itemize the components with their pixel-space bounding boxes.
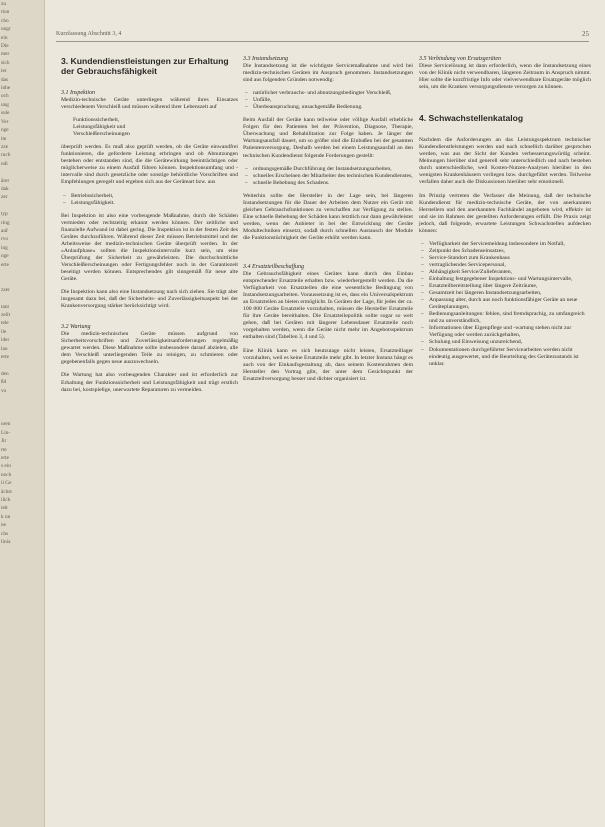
margin-fragment: nge [1,253,9,260]
header-rule [56,41,589,42]
margin-fragment: vo [1,387,7,394]
margin-fragment: den [1,370,9,377]
margin-fragment: erte [1,454,9,461]
margin-fragment: rte [1,446,7,453]
paragraph: Medizin-technische Geräte unterliegen während ihres Einsatzes verschiedenem Verschleiß und müssen während ihrer Lebenszeit auf [61,97,238,111]
margin-fragment: ungr [1,26,11,33]
margin-fragment: dak [1,185,9,192]
margin-fragment: ßd [1,379,7,386]
margin-fragment: zer [1,194,8,201]
margin-fragment: nge [1,127,9,134]
margin-fragment [0,269,44,277]
column-middle [243,56,413,389]
inspection-criteria-list [73,117,238,138]
margin-fragment: typ [1,211,8,218]
margin-fragment: ilich [1,496,11,503]
list-item: Verschleißerscheinungen [73,131,130,138]
paragraph: Die Instandsetzung ist die wichtigste Servicemaßnahme und wird bei medizin-technischen Geräten im Anspruch genommen. Instandsetzungen sind aus folgenden Gründen notwendig: [243,63,413,84]
list-item: – schnelle Behebung des Schadens. [253,180,413,187]
previous-page-margin-strip [0,0,45,827]
margin-fragment: oren [1,421,11,428]
margin-fragment: Lin- [1,429,11,436]
margin-fragment: chs [1,530,9,537]
section-3-heading: 3. Kundendienstleistungen zur Erhaltung der Gebrauchsfähigkeit [61,56,229,76]
list-item: – Service-Standort zum Krankenhaus [429,255,591,262]
paragraph: Diese Servicelösung ist dann erforderlich, wenn die Instandsetzung eines von der Klinik nicht verwendbaren, längeren Zeitraum in Anspruch nimmt. Hier sollte die kurzfristige Info oder vielverwendbare Ersatzgeräte möglich sein, um die Kranken versorgungsdienste versorgen zu können. [419,63,591,91]
list-item: – Unfälle, [253,97,413,104]
margin-fragment: mer [1,51,10,58]
margin-fragment: ärer [1,177,10,184]
margin-fragment: erte [1,354,9,361]
list-item: – Informationen über Eigenpflege und -wartung stehen nicht zur Verfügung oder werden zurückgehalten, [429,325,591,339]
list-item: – Leistungsfähigkeit. [71,200,238,207]
list-item: – Zeitpunkt des Schadenseinsatzes, [429,248,591,255]
paragraph: überprüft werden. Es muß also geprüft werden, ob die Geräte einwandfrei funktionieren, die geforderte Leistung erbringen und ob Abnutzungen bestehen oder entstanden sind, die die Gerätewirkung beeinträchtigen oder möglicherweise zu einem Ausfall führen können. Inspektionsumfang und -intervalle sind durch gesetzliche oder sonstige behördliche Vorschriften und Empfehlungen geregelt und ergeben sich aus der Geräteart bzw. aus [61,144,238,186]
list-item: – Bedienungsanleitungen: fehlen, sind fremdsprachig, zu umfangreich und zu unverständlich, [429,311,591,325]
section-4-heading: 4. Schwachstellenkatalog [419,113,524,124]
margin-fragment: ung [1,101,9,108]
paragraph: Die Inspektion kann also eine Instandsetzung nach sich ziehen. Sie trägt aber insgesamt dazu bei, daß der Sicherheits- und Zuverlässigkeitsaspekt bei der Krankenversorgung stärker berücksichtigt wird. [61,289,238,310]
margin-fragment: zzer [1,286,10,293]
margin-fragment: tion [1,9,10,16]
margin-fragment: ider [1,337,10,344]
margin-fragment [0,294,44,302]
section-3-3-heading: 3.3 Instandsetzung [243,56,288,62]
list-item: – Einhaltung festgegebener Inspektions- und Wartungsintervalle, [429,276,591,283]
section-3-1-heading: 3.1 Inspektion [61,90,95,96]
list-item: – schnelles Erscheinen der Mitarbeiter des technischen Kundendienstes, [253,173,413,180]
margin-fragment: das [1,76,9,83]
margin-fragment: k nn [1,513,11,520]
list-item: Funktionssicherheit, [73,117,120,124]
repair-reasons-list [243,90,413,111]
paragraph: Eine Klinik kann es sich heutzutage nicht leisten, Ersatzteillager vorzuhalten, weil es keine Ersatzteile mehr gibt. In letzter Instanz hängt es auch von der Einkaufsgestaltung ab, dass seinem Kostenrahmen dem Hersteller den Vortrag gibt, der unter dem Gesichtspunkt der Ersatzteilversorgung besser und dichter organisiert ist. [243,347,413,382]
list-item: – Abhängigkeit Service/Zulieferanten, [429,269,591,276]
list-item: – ordnungsgemäße Durchführung der Instandsetzungsarbeiten, [253,166,413,173]
margin-fragment: s ein [1,463,11,470]
margin-fragment [0,277,44,285]
list-item: – Überbeanspruchung, unsachgemäße Bedienung. [253,104,413,111]
margin-fragment: rvo [1,236,9,243]
paragraph: Nachdem die Anforderungen an das Leistungsspektrum technischer Kundendienstleistungen werden und nach schnellich darüber gesprochen werden, was aus der Sicht der Kunden verbesserungswürdig scheint. Meinungen hierüber sind generell sehr unterschiedlich und nach bestehen durch unterschiedliche, weil Kosten-Nutzen-Analysen hierüber in den wenigsten Krankenhäusern vorliegen bzw. durchgeführt werden. Teilweise verfallen daher auch die Diskussionen hierüber sehr emotionell. [419,137,591,186]
margin-fragment: zeilt [1,312,11,319]
list-item: – Schulung und Einweisung unzureichend, [429,339,591,346]
margin-fragment: sule [1,110,10,117]
paragraph: Die medizin-technischen Geräte müssen aufgrund von Sicherheitsvorschriften und Zuverlässigkeitsanforderungen regelmäßig gewartet werden. Diese Maßnahme sollte insbesondere darauf abzielen, alle dem Verschleiß unterliegenden Teile zu reinigen, zu schmieren oder gegebenenfalls gegen neue auszuwechseln. [61,331,238,366]
repair-requirements-list [243,166,413,187]
margin-fragment: cho [1,17,9,24]
list-item: – Anpassung alter, durch aus noch funktionsfähiger Geräte an neue Geräteplanungen, [429,297,591,311]
margin-fragment: zze [1,143,9,150]
inspection-goal-list [61,193,238,207]
margin-fragment: Ver [1,118,9,125]
margin-fragment: ne [1,522,6,529]
margin-fragment: auf [1,227,8,234]
paragraph: Weiterhin sollte der Hersteller in der Lage sein, bei längeren Instandsetzungen für die Dauer der Arbeiten dem Nutzer ein Gerät mit gleichen Gebrauchsfunktionen zu verschaffen zur Verfügung zu stellen. Eine schnelle Behebung der Schäden kann letztlich nur dann gewährleistet werden, wenn der Anbieter in bei der Entwicklung der Geräte Modultechniken einsetzt, sodaß durch schnellen Austausch der Module die Funktionstüchtigkeit der Geräte erhöht werden kann. [243,192,413,241]
margin-fragment [0,404,44,412]
margin-fragment: Die [1,43,9,50]
section-3-5-heading: 3.5 Verbindung von Ersatzgeräten [419,56,501,62]
list-item: – natürlicher verbrauchs- und abnutzungsbedingter Verschleiß, [253,90,413,97]
margin-fragment: tele [1,320,9,327]
margin-fragment: tant [1,303,9,310]
list-item: – Betriebssicherheit, [71,193,238,200]
margin-fragment: ein [1,34,8,41]
page-number: 25 [582,30,589,38]
paragraph: Im Prinzip vertreten die Verfasser die Meinung, daß der technische Kundendienst für medizin-technische Geräte, der von anerkannten Herstellern und den anerkannten Fachhändel angeboten wird, effektiv ist und sie im Rahmen der gestellten Anforderungen erfüllt. Die Praxis zeigt jedoch, daß folgende, erwartete Leistungen Schwachstellen aufdecken können: [419,192,591,234]
column-left [61,56,238,400]
margin-fragment: ite [1,135,7,142]
margin-fragment: ächst [1,488,12,495]
margin-fragment [0,202,44,210]
list-item: – vertraglichendes Servicepersonal, [429,262,591,269]
margin-fragment: lau [1,345,8,352]
section-3-4-heading: 3.4 Ersatzteilbeschaffung [243,264,304,271]
margin-fragment: sich [1,59,10,66]
margin-fragment: ieit [1,505,8,512]
margin-fragment: erte [1,261,9,268]
margin-fragment: ing [1,244,8,251]
margin-fragment: ruch [1,152,11,159]
margin-fragment: linia [1,539,11,545]
list-item: – Ersatzteilbereitstellung über längere Zeiträume, [429,283,591,290]
margin-fragment: och [1,93,9,100]
list-item: – Gesamtzeit bei längeren Instandsetzungsarbeiten, [429,290,591,297]
margin-fragment: inhe [1,85,11,92]
weak-points-list [419,241,591,368]
paragraph: Bei Inspektion ist also eine vorbeugende Maßnahme, durch die Schäden vermieden oder rechtzeitig erkannt werden können. Der zeitliche und finanzielle Aufwand ist dabei gering. Die Inspektion ist in der festen Zeit des Gerätes durchzuführen. Während dieser Zeit müssen Betriebsmittel und der Arbeitsweise der medizin-technischen Geräte überprüft werden. In der »Anlaufphase« sollten die Inspektionsintervalle kurz sein, um eine Überprüfung der Sicherheit zu gewährleisten. Die durchschnittliche Verschleißerscheinungen oder Fertigungsfehler noch in der Garantiezeit beseitigt werden können. Entsprechendes gilt sinngemäß für neue alte Geräte. [61,212,238,283]
margin-fragment: ndi [1,160,8,167]
margin-fragment: noch [1,471,12,478]
margin-fragment: Jir [1,438,7,445]
list-item: – Dokumentationen durchgeführter Servicearbeiten werden nicht eindeutig ausgewertet, und die Beurteilung des Gerätezustands ist unklar. [429,347,591,368]
list-item: Leistungsfähigkeit und [73,124,126,131]
margin-fragment: zu [1,1,6,7]
column-right [419,56,591,374]
margin-fragment: ring [1,219,10,226]
margin-fragment [0,412,44,420]
section-3-2-heading: 3.2 Wartung [61,324,91,331]
margin-fragment [0,361,44,369]
running-title: Kurzfassung Abschnitt 3, 4 [56,31,122,37]
margin-fragment: lle [1,328,7,335]
margin-fragment: ii Ge [1,480,12,487]
margin-fragment [0,168,44,176]
paragraph: Die Gebrauchsfähigkeit eines Gerätes kann durch den Einbau entsprechender Ersatzteile erhalten bzw. wiederhergestellt werden. Da die Verfügbarkeit von Ersatzteilen die eine wesentliche Bedingung von Instandsetzungsarbeiten. Voraussetzung ist es, dass ein Universalspektrum an Ersatzteilen an bieten ermöglicht. In Geräten der Lage, für jedes der ca. 100 000 Geräte Ersatzteile vorzuhalten, müssen die Hersteller Ersatzteile für ihre Geräte bereithalten. Die Ersatzteilepolitik sollte sogar so weit gehen, daß bei Geräten mit längerer Lebensdauer Ersatzteile noch vorgehalten werden, wenn die Geräte nicht mehr im Angebotsspektrum enthalten sind (Tabellen 3, 4 und 5). [243,271,413,341]
margin-fragment [0,395,44,403]
running-header [56,31,589,37]
paragraph: Die Wartung hat also vorbeugenden Charakter und ist erforderlich zur Erhaltung der Funktionssicherheit und Leistungsfähigkeit und trägt erstlich dazu bei, kostspielige, unerwartete Reparaturen zu vermeiden. [61,372,238,393]
margin-fragment: ier [1,68,7,75]
list-item: – Verfügbarkeit der Servicemeldung insbesondere im Notfall, [429,241,591,248]
paragraph: Beim Ausfall der Geräte kann teilweise oder völlige Ausfall erhebliche Folgen für den Patienten bei der Prävention, Diagnose, Therapie, Überwachung und Rehabilitation zur Folge haben. Je länger der Wartungsausfall dauert, um so größer sind die Einbußen bei der gesamten Patientenversorgung. Deshalb werden bei einem Leistungsausfall an den technischen Kundendienst folgende Forderungen gestellt: [243,117,413,159]
